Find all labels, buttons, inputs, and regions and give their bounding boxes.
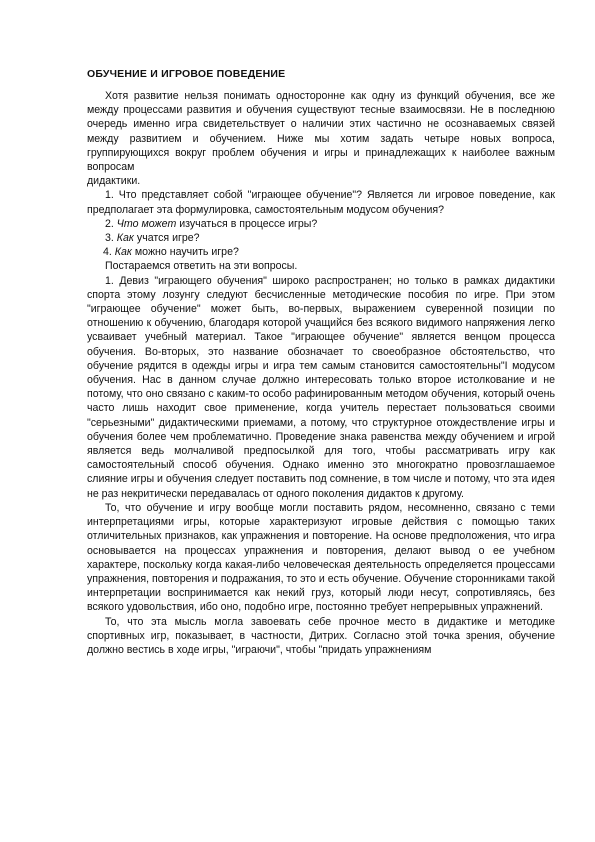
question-3-emphasis: Как [116,232,134,245]
question-2-text: изучаться в процессе игры? [179,217,318,230]
question-4-number: 4. [103,246,112,259]
body-paragraph-2: То, что обучение и игру вообще могли поставить рядом, несомненно, связано с теми интерпретациями игры, которые характеризуют игровые действия с помощью таких отличительных признаков, как упражнения и повторение. На основе предположения, что игра основывается на процессах упражнения и повторения, делают вывод о ее учебном характере, поскольку когда какая-либо человеческая деятельность определяется процессами упражнения, повторения и подражания, то это и есть обучение. Обучение сторонниками такой интерпретации воспринимается как некий груз, который люди несут, сопротивляясь, без всякого удовольствия, ибо оно, подобно игре, постоянно требует непрерывных упражнений. [87,501,555,614]
intro-paragraph: Хотя развитие нельзя понимать односторонне как одну из функций обучения, все же между процессами развития и обучения существуют тесные взаимосвязи. Не в последнюю очередь именно игра свидетельствует о наличии этих частично не осознаваемых связей между развитием и обучением. Ниже мы хотим задать четыре новых вопроса, группирующихся вокруг проблем обучения и игры и принадлежащих к наиболее важным вопросам [87,90,555,174]
question-3 [87,231,555,245]
question-2-number: 2. [105,217,114,230]
intro-tail: дидактики. [87,175,141,188]
question-4 [87,245,555,259]
question-1: 1. Что представляет собой "играющее обучение"? Является ли игровое поведение, как предполагает эта формулировка, самостоятельным модусом обучения? [87,189,555,216]
question-4-text: можно научить игре? [134,246,239,259]
question-3-number: 3. [105,232,114,245]
body-paragraph-1: 1. Девиз "играющего обучения" широко распространен; но только в рамках дидактики спорта этому лозунгу следуют бесчисленные методические пособия по игре. При этом "играющее обучение" может быть, во-первых, выражением суверенной позиции по отношению к обучению, благодаря которой учащийся без всякого видимого напряжения легко усваивает учебный материал. Такое "играющее обучение" является венцом процесса обучения. Во-вторых, это название обозначает то своеобразное обстоятельство, что обучение рядится в одежды игры и игра тем самым становится самостоятельны"I модусом обучения. Нас в данном случае должно интересовать только второе истолкование и не потому, что оно связано с каким-то особо рафинированным методом обучения, который очень часто лишь находит свое применение, когда учитель перестает пользоваться своими "серьезными" дидактическими приемами, а потому, что структурное отождествление игры и обучения более чем проблематично. Проведение знака равенства между обучением и игрой является ведь молчаливой предпосылкой для того, чтобы рассматривать игру как самостоятельный способ обучения. Однако именно это многократно провозглашаемое слияние игры и обучения следует поставить под сомнение, в том числе и потому, что эта идея не раз некритически передавалась от одного поколения дидактов к другому. [87,274,555,500]
answer-intro: Постараемся ответить на эти вопросы. [105,260,298,273]
question-3-text: учатся игре? [136,232,200,245]
document-title: ОБУЧЕНИЕ И ИГРОВОЕ ПОВЕДЕНИЕ [87,68,286,80]
body-paragraph-3: То, что эта мысль могла завоевать себе прочное место в дидактике и методике спортивных игр, показывает, в частности, Дитрих. Согласно этой точка зрения, обучение должно вестись в ходе игры, "играючи", чтобы "придать упражнениям [87,615,555,656]
question-2-emphasis: Что может [116,217,177,230]
question-4-emphasis: Как [114,246,132,259]
question-2 [87,217,555,231]
